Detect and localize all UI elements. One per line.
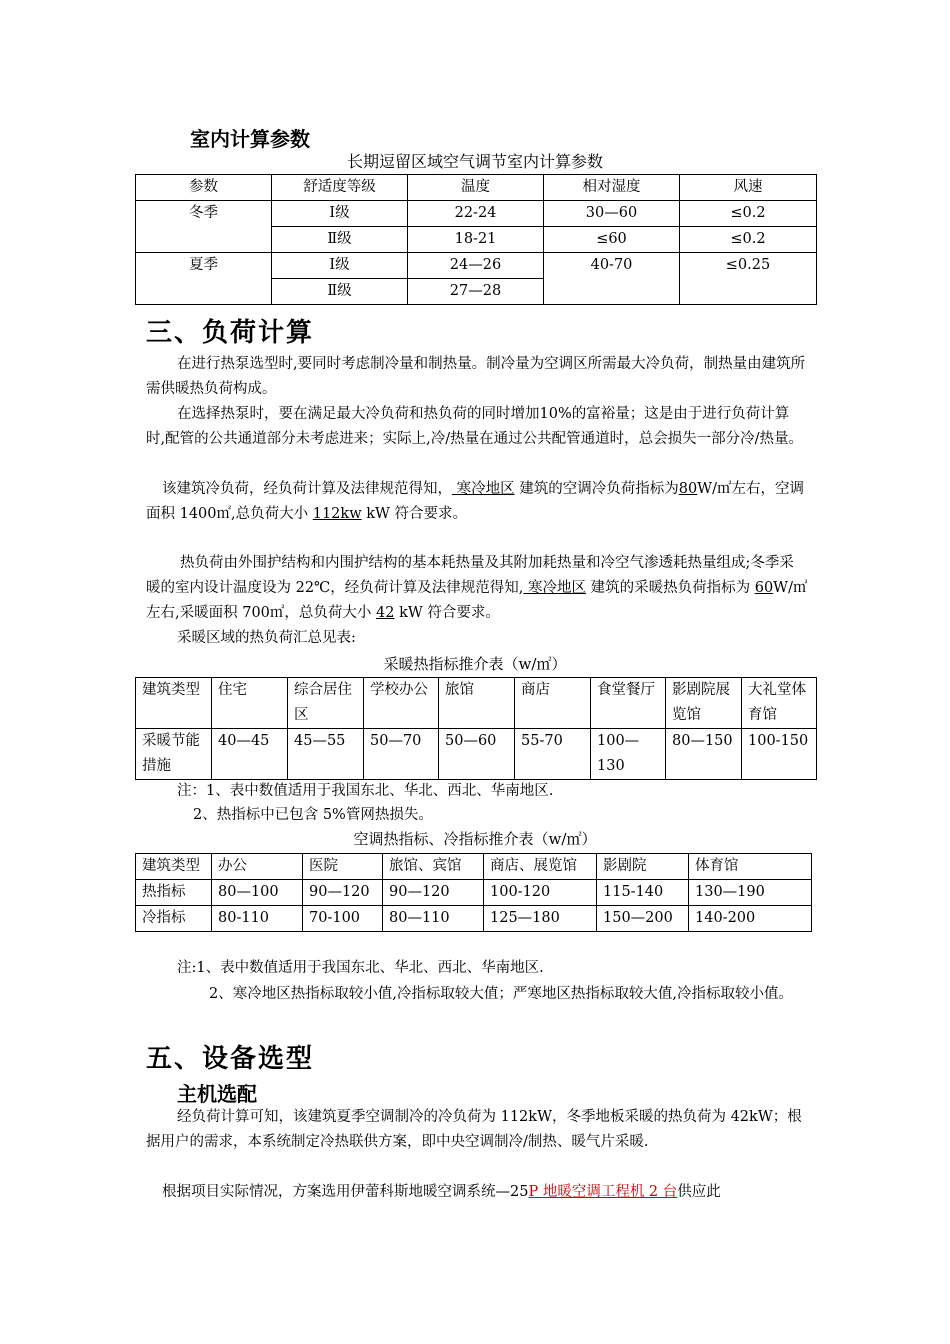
table-row bbox=[136, 253, 817, 279]
text: kW 符合要求。 bbox=[394, 605, 500, 621]
header-cell: 体育馆 bbox=[689, 854, 812, 880]
table-cell: 100-120 bbox=[484, 880, 597, 906]
header-cell: 舒适度等级 bbox=[272, 175, 408, 201]
text: 建筑的采暖热负荷指标为 bbox=[586, 580, 755, 596]
paragraph-selection bbox=[162, 1180, 721, 1205]
section-heading-indoor: 室内计算参数 bbox=[190, 127, 310, 151]
text: 供应此 bbox=[677, 1184, 721, 1200]
underlined-region: 寒冷地区 bbox=[452, 481, 515, 497]
header-cell: 建筑类型 bbox=[136, 678, 212, 729]
table-note: 注:1、表中数值适用于我国东北、华北、西北、华南地区. bbox=[177, 960, 544, 976]
header-cell: 参数 bbox=[136, 175, 272, 201]
table-cell: 80—150 bbox=[666, 729, 742, 780]
table-row bbox=[136, 201, 817, 227]
table-cell: 125—180 bbox=[484, 906, 597, 932]
table-cell: 50—60 bbox=[439, 729, 515, 780]
table-cell: Ⅱ级 bbox=[272, 279, 408, 305]
text: kW 符合要求。 bbox=[361, 506, 468, 522]
header-cell: 影剧院展览馆 bbox=[666, 678, 742, 729]
table-cell: ≤0.25 bbox=[680, 253, 817, 305]
table-caption-ac: 空调热指标、冷指标推介表（w/㎡） bbox=[353, 830, 597, 848]
paragraph: 经负荷计算可知，该建筑夏季空调制冷的冷负荷为 112kW，冬季地板采暖的热负荷为 42kW；根据用户的需求，本系统制定冷热联供方案，即中央空调制冷/制热、暖气片采暖. bbox=[146, 1109, 802, 1150]
table-cell: Ⅱ级 bbox=[272, 227, 408, 253]
table-cell: 30—60 bbox=[544, 201, 680, 227]
table-row bbox=[136, 906, 812, 932]
header-cell: 综合居住区 bbox=[288, 678, 364, 729]
season-cell: 夏季 bbox=[136, 253, 272, 305]
paragraph-heating-load bbox=[146, 551, 808, 626]
table-cell: ≤0.2 bbox=[680, 201, 817, 227]
header-cell: 办公 bbox=[212, 854, 303, 880]
header-cell: 相对湿度 bbox=[544, 175, 680, 201]
table-cell: 130—190 bbox=[689, 880, 812, 906]
table-cell: Ⅰ级 bbox=[272, 253, 408, 279]
table-cell: ≤0.2 bbox=[680, 227, 817, 253]
table-cell: 140-200 bbox=[689, 906, 812, 932]
table-cell: 45—55 bbox=[288, 729, 364, 780]
table-cell: 40-70 bbox=[544, 253, 680, 305]
text: 热负荷由外围护结构和内围护结构的基本耗热量及其附加耗热量和冷空气渗透耗热量组成;冬季采暖的室内设计温度设为 22℃，经负荷计算及法律规范得知, bbox=[146, 555, 794, 596]
table-cell: 热指标 bbox=[136, 880, 212, 906]
table-cell: 90—120 bbox=[383, 880, 484, 906]
table-cell: 24—26 bbox=[408, 253, 544, 279]
paragraph: 在进行热泵选型时,要同时考虑制冷量和制热量。制冷量为空调区所需最大冷负荷，制热量由建筑所需供暖热负荷构成。 bbox=[146, 356, 806, 397]
underlined-value: 112kw bbox=[312, 506, 362, 522]
header-cell: 风速 bbox=[680, 175, 817, 201]
table-header-row bbox=[136, 678, 817, 729]
text: W/㎡左右,采暖面积 700㎡，总负荷大小 bbox=[146, 580, 808, 621]
indoor-params-table bbox=[135, 174, 817, 305]
paragraph: 在选择热泵时，要在满足最大冷负荷和热负荷的同时增加10%的富裕量；这是由于进行负荷计算时,配管的公共通道部分未考虑进来；实际上,冷/热量在通过公共配管通道时，总会损失一部分冷/热量。 bbox=[146, 406, 803, 447]
text: 建筑的空调冷负荷指标为 bbox=[514, 481, 679, 497]
table-cell: 冷指标 bbox=[136, 906, 212, 932]
table-note: 注：1、表中数值适用于我国东北、华北、西北、华南地区. bbox=[177, 783, 554, 799]
header-cell: 商店、展览馆 bbox=[484, 854, 597, 880]
table-cell: 55-70 bbox=[515, 729, 591, 780]
header-cell: 学校办公 bbox=[364, 678, 439, 729]
table-note: 2、寒冷地区热指标取较小值,冷指标取较大值；严寒地区热指标取较大值,冷指标取较小值。 bbox=[209, 986, 793, 1002]
subheading-host: 主机选配 bbox=[177, 1082, 257, 1106]
table-cell: 22-24 bbox=[408, 201, 544, 227]
table-header-row bbox=[136, 854, 812, 880]
table-cell: ≤60 bbox=[544, 227, 680, 253]
table-cell: 18-21 bbox=[408, 227, 544, 253]
underlined-value: 60 bbox=[754, 580, 774, 596]
heating-index-table bbox=[135, 677, 817, 780]
table-note: 2、热指标中已包含 5%管网热损失。 bbox=[193, 807, 433, 823]
table-cell: Ⅰ级 bbox=[272, 201, 408, 227]
table-cell: 150—200 bbox=[597, 906, 689, 932]
table-row bbox=[136, 729, 817, 780]
table-caption-indoor: 长期逗留区域空气调节室内计算参数 bbox=[346, 152, 603, 171]
header-cell: 温度 bbox=[408, 175, 544, 201]
header-cell: 旅馆、宾馆 bbox=[383, 854, 484, 880]
table-cell: 115-140 bbox=[597, 880, 689, 906]
table-cell: 70-100 bbox=[303, 906, 383, 932]
table-cell: 100-150 bbox=[742, 729, 817, 780]
table-cell: 100—130 bbox=[591, 729, 666, 780]
paragraph: 采暖区域的热负荷汇总见表: bbox=[177, 630, 356, 646]
text: 该建筑冷负荷，经负荷计算及法律规范得知， bbox=[162, 481, 452, 497]
header-cell: 旅馆 bbox=[439, 678, 515, 729]
table-cell: 90—120 bbox=[303, 880, 383, 906]
underlined-value: 42 bbox=[376, 605, 395, 621]
ac-index-table bbox=[135, 853, 812, 932]
header-cell: 大礼堂体育馆 bbox=[742, 678, 817, 729]
table-cell: 80—110 bbox=[383, 906, 484, 932]
underlined-region: 寒冷地区 bbox=[523, 580, 586, 596]
table-cell: 80-110 bbox=[212, 906, 303, 932]
underlined-value: 80 bbox=[678, 481, 698, 497]
table-cell: 50—70 bbox=[364, 729, 439, 780]
table-cell: 27—28 bbox=[408, 279, 544, 305]
table-cell: 采暖节能措施 bbox=[136, 729, 212, 780]
paragraph-cooling-load bbox=[146, 477, 808, 527]
header-cell: 商店 bbox=[515, 678, 591, 729]
text: 根据项目实际情况，方案选用伊蕾科斯地暖空调系统—25 bbox=[162, 1184, 529, 1200]
header-cell: 影剧院 bbox=[597, 854, 689, 880]
section-heading-equipment: 五、设备选型 bbox=[146, 1044, 315, 1074]
table-row bbox=[136, 880, 812, 906]
table-caption-heating: 采暖热指标推介表（w/㎡） bbox=[383, 655, 567, 673]
table-cell: 80—100 bbox=[212, 880, 303, 906]
season-cell: 冬季 bbox=[136, 201, 272, 253]
table-header-row bbox=[136, 175, 817, 201]
table-cell: 40—45 bbox=[212, 729, 288, 780]
highlighted-product: P 地暖空调工程机 2 台 bbox=[528, 1184, 678, 1200]
text: W/㎡左右，空调面积 1400㎡,总负荷大小 bbox=[146, 481, 804, 522]
header-cell: 食堂餐厅 bbox=[591, 678, 666, 729]
section-heading-load: 三、负荷计算 bbox=[146, 318, 315, 348]
header-cell: 医院 bbox=[303, 854, 383, 880]
header-cell: 建筑类型 bbox=[136, 854, 212, 880]
header-cell: 住宅 bbox=[212, 678, 288, 729]
